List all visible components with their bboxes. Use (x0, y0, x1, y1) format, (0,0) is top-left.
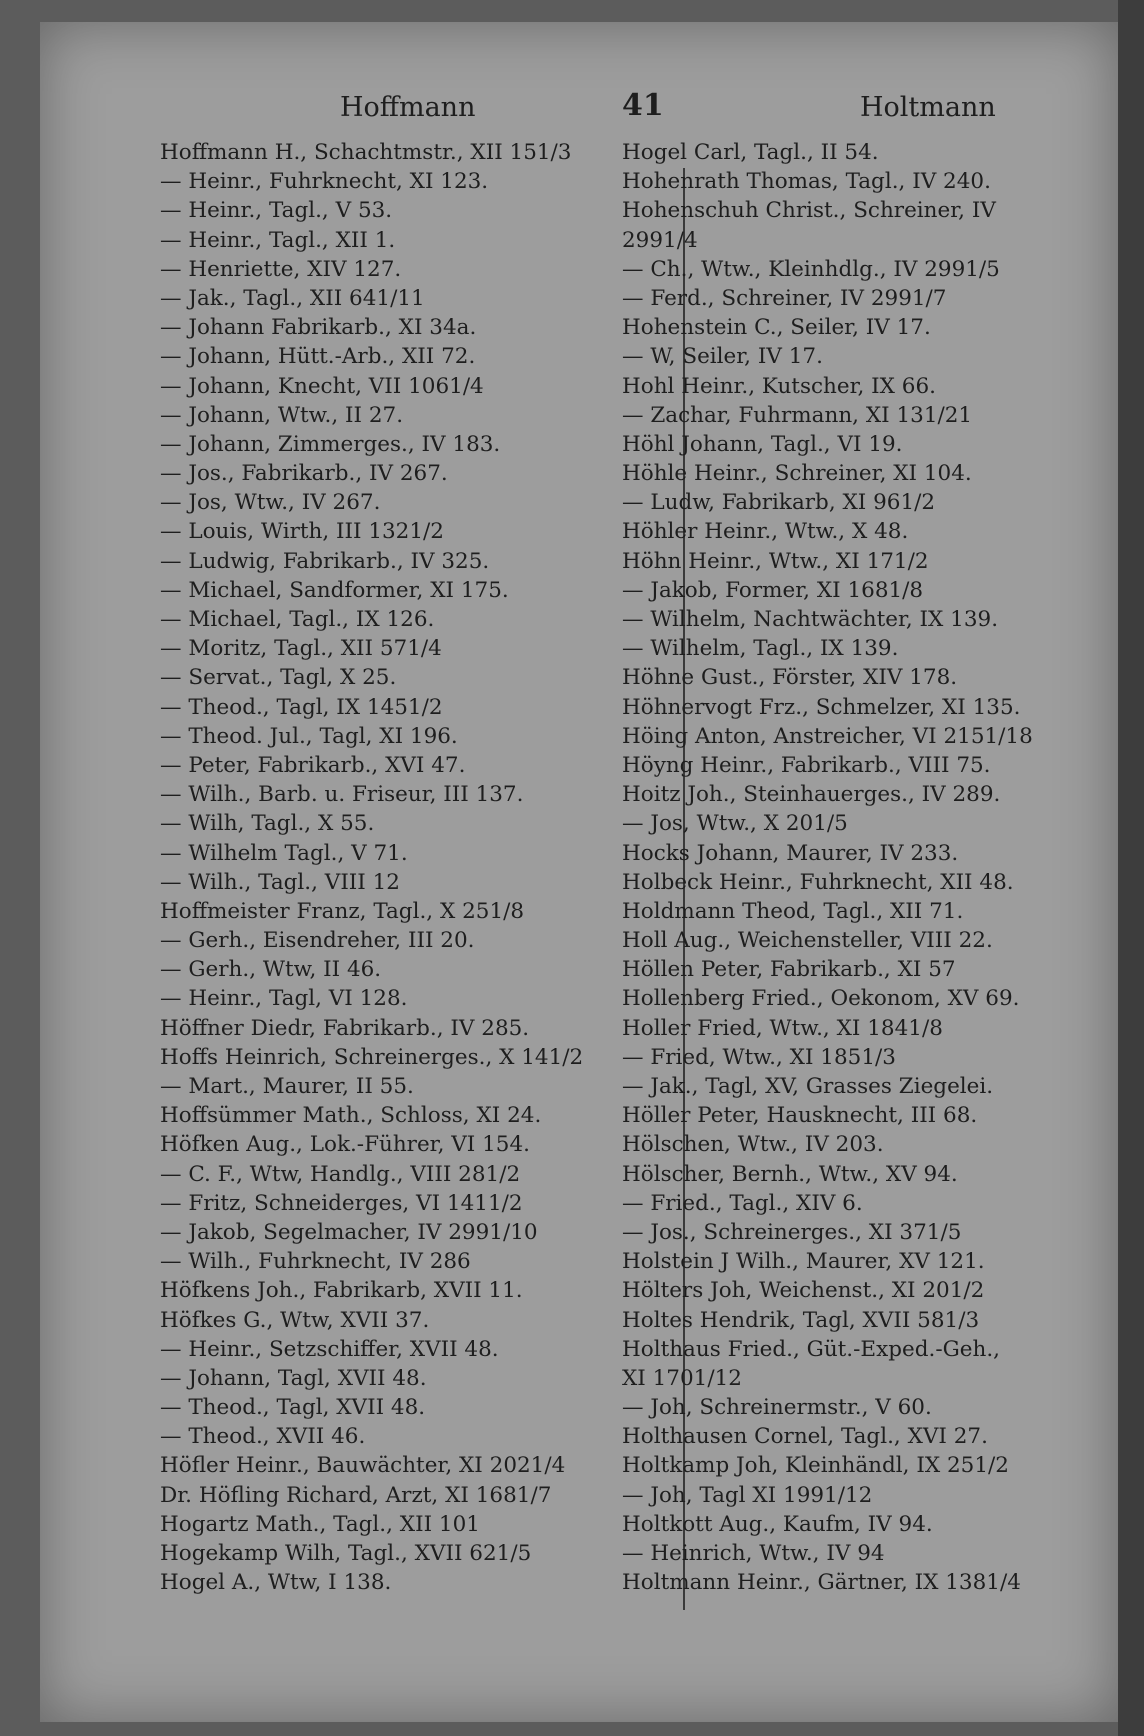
directory-entry: — Wilhelm, Tagl., IX 139. (622, 636, 899, 662)
directory-entry: — Ferd., Schreiner, IV 2991/7 (622, 285, 947, 311)
directory-entry: — Ch., Wtw., Kleinhdlg., IV 2991/5 (622, 256, 1000, 282)
directory-entry: — Heinrich, Wtw., IV 94 (622, 1541, 885, 1566)
page-number: 41 (622, 88, 664, 123)
directory-entry: Hoffsümmer Math., Schloss, XI 24. (160, 1103, 542, 1129)
directory-entry: — Jos, Wtw., X 201/5 (622, 811, 848, 837)
directory-entry: — Ludw, Fabrikarb, XI 961/2 (622, 490, 936, 516)
directory-entry: Holtmann Heinr., Gärtner, IX 1381/4 (622, 1570, 1021, 1596)
directory-entry: Holtkott Aug., Kaufm, IV 94. (622, 1511, 933, 1537)
directory-entry: Holl Aug., Weichensteller, VIII 22. (622, 928, 993, 954)
directory-entry: Hohl Heinr., Kutscher, IX 66. (622, 373, 936, 399)
directory-entry: XI 1701/12 (622, 1365, 742, 1391)
directory-entry: Hölscher, Bernh., Wtw., XV 94. (622, 1161, 958, 1187)
directory-entry: Höfkens Joh., Fabrikarb, XVII 11. (160, 1278, 523, 1304)
directory-entry: — Johann, Wtw., II 27. (160, 402, 404, 428)
directory-entry: — Servat., Tagl, X 25. (160, 665, 397, 691)
directory-entry: — Johann, Tagl, XVII 48. (160, 1365, 427, 1391)
directory-entry: Höllen Peter, Fabrikarb., XI 57 (622, 957, 956, 983)
directory-entry: Höhler Heinr., Wtw., X 48. (622, 519, 909, 545)
directory-entry: — Jakob, Segelmacher, IV 2991/10 (160, 1219, 538, 1245)
directory-entry: Höfler Heinr., Bauwächter, XI 2021/4 (160, 1453, 566, 1479)
directory-entry: — Fried, Wtw., XI 1851/3 (622, 1044, 896, 1070)
directory-entry: Holthausen Cornel, Tagl., XVI 27. (622, 1424, 988, 1450)
directory-entry: Hogel A., Wtw, I 138. (160, 1570, 392, 1596)
directory-entry: — Michael, Tagl., IX 126. (160, 607, 435, 632)
directory-entry: — Heinr., Setzschiffer, XVII 48. (160, 1336, 499, 1362)
directory-entry: — Zachar, Fuhrmann, XI 131/21 (622, 402, 973, 428)
directory-entry: Holtkamp Joh, Kleinhändl, IX 251/2 (622, 1453, 1009, 1479)
page-header (40, 80, 1118, 140)
directory-entry: Höfkes G., Wtw, XVII 37. (160, 1307, 430, 1333)
directory-entry: — Michael, Sandformer, XI 175. (160, 577, 509, 603)
page-edge-shadow (1118, 0, 1144, 1736)
directory-entry: — Theod., XVII 46. (160, 1424, 366, 1450)
directory-entry: Höfken Aug., Lok.-Führer, VI 154. (160, 1132, 530, 1158)
directory-entry: — Wilh., Tagl., VIII 12 (160, 869, 400, 895)
directory-entry: — Ludwig, Fabrikarb., IV 325. (160, 548, 490, 574)
directory-entry: — Johann, Zimmerges., IV 183. (160, 431, 501, 457)
directory-entry: Hölschen, Wtw., IV 203. (622, 1132, 884, 1158)
directory-entry: Hoitz Joh., Steinhauerges., IV 289. (622, 782, 1001, 808)
directory-entry: — Moritz, Tagl., XII 571/4 (160, 636, 442, 662)
header-right-word: Holtmann (860, 92, 996, 123)
directory-entry: — W, Seiler, IV 17. (622, 344, 823, 370)
directory-entry: — Theod. Jul., Tagl, XI 196. (160, 723, 458, 749)
directory-entry: — Jos., Schreinerges., XI 371/5 (622, 1219, 962, 1245)
directory-entry: — C. F., Wtw, Handlg., VIII 281/2 (160, 1161, 521, 1187)
directory-entry: Hogel Carl, Tagl., II 54. (622, 140, 879, 165)
directory-entry: Höller Peter, Hausknecht, III 68. (622, 1103, 978, 1129)
directory-entry: — Wilh, Tagl., X 55. (160, 811, 375, 837)
directory-entry: — Jak., Tagl, XV, Grasses Ziegelei. (622, 1074, 994, 1099)
directory-entry: Hoffmeister Franz, Tagl., X 251/8 (160, 898, 525, 924)
directory-entry: Höffner Diedr, Fabrikarb., IV 285. (160, 1015, 530, 1041)
directory-entry: Höhle Heinr., Schreiner, XI 104. (622, 461, 972, 487)
directory-entry: — Theod., Tagl, IX 1451/2 (160, 694, 443, 720)
left-column (160, 138, 650, 1597)
directory-entry: — Fritz, Schneiderges, VI 1411/2 (160, 1190, 523, 1216)
directory-entry: — Gerh., Wtw, II 46. (160, 957, 382, 983)
directory-entry: Hölters Joh, Weichenst., XI 201/2 (622, 1278, 985, 1304)
directory-entry: — Wilh., Barb. u. Friseur, III 137. (160, 782, 524, 808)
header-left-word: Hoffmann (340, 92, 476, 123)
directory-entry: — Jos, Wtw., IV 267. (160, 490, 381, 516)
directory-entry: — Joh, Schreinermstr., V 60. (622, 1395, 932, 1421)
directory-entry: Höhn Heinr., Wtw., XI 171/2 (622, 548, 929, 574)
directory-entry: Hogartz Math., Tagl., XII 101 (160, 1511, 480, 1537)
directory-entry: Höhl Johann, Tagl., VI 19. (622, 431, 903, 457)
directory-entry: — Mart., Maurer, II 55. (160, 1074, 414, 1099)
directory-entry: — Heinr., Tagl., XII 1. (160, 227, 396, 253)
directory-entry: — Fried., Tagl., XIV 6. (622, 1190, 863, 1216)
directory-entry: Höhnervogt Frz., Schmelzer, XI 135. (622, 694, 1021, 720)
directory-entry: — Heinr., Tagl., V 53. (160, 198, 393, 224)
directory-entry: Hollenberg Fried., Oekonom, XV 69. (622, 986, 1020, 1012)
directory-entry: Holbeck Heinr., Fuhrknecht, XII 48. (622, 869, 1014, 895)
directory-entry: — Heinr., Tagl, VI 128. (160, 986, 408, 1012)
directory-entry: — Henriette, XIV 127. (160, 256, 402, 282)
directory-entry: Holtes Hendrik, Tagl, XVII 581/3 (622, 1307, 980, 1333)
directory-entry: Hoffmann H., Schachtmstr., XII 151/3 (160, 140, 572, 165)
directory-entry: — Jos., Fabrikarb., IV 267. (160, 461, 448, 487)
directory-entry: — Gerh., Eisendreher, III 20. (160, 928, 475, 954)
directory-entry: — Johann, Knecht, VII 1061/4 (160, 373, 484, 399)
directory-entry: Hogekamp Wilh, Tagl., XVII 621/5 (160, 1541, 532, 1566)
directory-entry: — Johann, Hütt.-Arb., XII 72. (160, 344, 476, 370)
directory-entry: — Jakob, Former, XI 1681/8 (622, 577, 924, 603)
directory-entry: Höing Anton, Anstreicher, VI 2151/18 (622, 723, 1033, 749)
directory-entry: — Wilh., Fuhrknecht, IV 286 (160, 1249, 471, 1275)
directory-entry: — Heinr., Fuhrknecht, XI 123. (160, 169, 489, 195)
directory-entry: — Theod., Tagl, XVII 48. (160, 1395, 426, 1421)
directory-entry: — Jak., Tagl., XII 641/11 (160, 285, 425, 311)
directory-entry: Dr. Höfling Richard, Arzt, XI 1681/7 (160, 1482, 552, 1508)
directory-entry: Hocks Johann, Maurer, IV 233. (622, 840, 959, 866)
directory-entry: Holstein J Wilh., Maurer, XV 121. (622, 1249, 985, 1275)
directory-entry: Hoffs Heinrich, Schreinerges., X 141/2 (160, 1044, 584, 1070)
directory-entry: Hohenschuh Christ., Schreiner, IV (622, 198, 996, 224)
directory-entry: — Peter, Fabrikarb., XVI 47. (160, 752, 466, 778)
directory-entry: Holthaus Fried., Güt.-Exped.-Geh., (622, 1336, 1000, 1362)
directory-entry: Hohenstein C., Seiler, IV 17. (622, 315, 931, 341)
right-column (622, 138, 1062, 1597)
directory-entry: 2991/4 (622, 227, 698, 253)
directory-entry: — Wilhelm Tagl., V 71. (160, 840, 408, 866)
directory-entry: — Louis, Wirth, III 1321/2 (160, 519, 444, 545)
directory-entry: — Johann Fabrikarb., XI 34a. (160, 315, 477, 341)
directory-entry: — Joh, Tagl XI 1991/12 (622, 1482, 873, 1508)
directory-entry: Holdmann Theod, Tagl., XII 71. (622, 898, 964, 924)
directory-entry: — Wilhelm, Nachtwächter, IX 139. (622, 607, 999, 632)
directory-entry: Hohenrath Thomas, Tagl., IV 240. (622, 169, 991, 195)
directory-entry: Höhne Gust., Förster, XIV 178. (622, 665, 958, 691)
directory-entry: Höyng Heinr., Fabrikarb., VIII 75. (622, 752, 991, 778)
directory-entry: Holler Fried, Wtw., XI 1841/8 (622, 1015, 943, 1041)
